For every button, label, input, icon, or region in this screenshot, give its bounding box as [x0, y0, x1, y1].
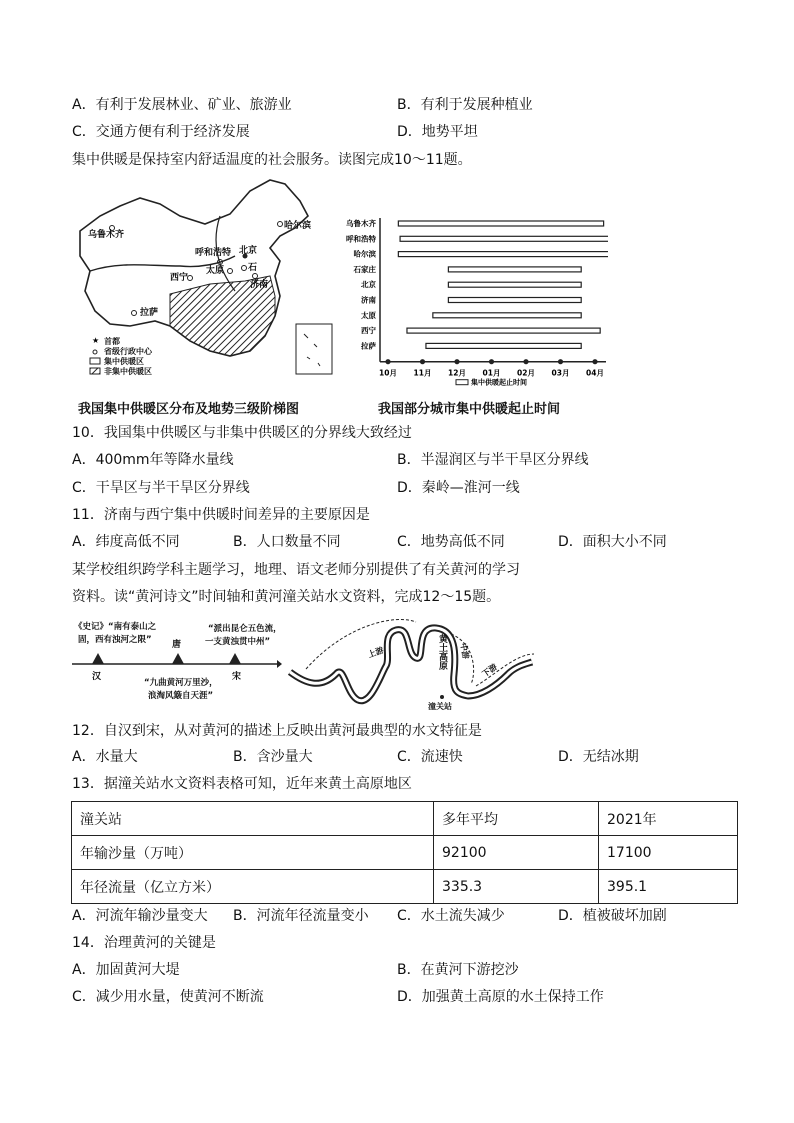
map-label-taiyuan: 太原	[206, 266, 225, 276]
map-label-shijiazhuang: 石	[248, 263, 258, 273]
chart-bar	[448, 267, 581, 272]
map-label-jinan: 济南	[250, 280, 269, 290]
q9-option-d: D．地势平坦	[397, 124, 478, 140]
loess-plateau-label: 黄土高原	[437, 634, 447, 670]
river-lower-label: 下游	[480, 662, 499, 679]
chart-category-label: 西宁	[361, 326, 376, 336]
q11-option-c: C．地势高低不同	[397, 534, 505, 550]
table-cell: 395.1	[599, 870, 738, 904]
table-cell: 335.3	[434, 870, 599, 904]
q14-option-b: B．在黄河下游挖沙	[397, 962, 519, 978]
chart-x-tick-label: 02月	[517, 368, 535, 378]
heating-period-chart	[338, 212, 608, 387]
chart-x-tick	[385, 359, 390, 364]
yellow-river-course-map	[286, 614, 536, 714]
map-label-lhasa: 拉萨	[140, 308, 159, 318]
table-cell: 年输沙量（万吨）	[72, 836, 434, 870]
map-caption: 我国集中供暖区分布及地势三级阶梯图	[78, 402, 300, 417]
chart-x-tick-label: 10月	[379, 368, 397, 378]
tongguan-station-label: 潼关站	[428, 702, 452, 711]
q12-option-c: C．流速快	[397, 749, 463, 765]
chart-category-label: 石家庄	[353, 264, 376, 274]
chart-x-tick-label: 03月	[551, 368, 570, 378]
table-header-row	[72, 802, 738, 836]
chart-category-label: 哈尔滨	[353, 249, 376, 259]
table-header-cell: 潼关站	[72, 802, 434, 836]
timeline-tang-quote-1: “九曲黄河万里沙，	[144, 678, 218, 688]
china-heating-map	[70, 176, 340, 391]
q10-option-c: C．干旱区与半干旱区分界线	[72, 480, 250, 496]
map-label-xining: 西宁	[170, 273, 189, 283]
q13-option-d: D．植被破坏加剧	[558, 908, 667, 924]
q10-option-a: A．400mm年等降水量线	[72, 452, 234, 468]
timeline-tang: 唐	[172, 640, 182, 650]
table-cell: 年径流量（亿立方米）	[72, 870, 434, 904]
q10-option-d: D．秦岭—淮河一线	[397, 480, 520, 496]
river-middle-label: 中游	[458, 642, 471, 660]
chart-x-tick-label: 01月	[482, 368, 501, 378]
chart-category-label: 呼和浩特	[346, 234, 376, 244]
chart-bar	[407, 328, 600, 333]
q11-option-a: A．纬度高低不同	[72, 534, 180, 550]
chart-x-tick	[420, 359, 425, 364]
svg-text:★: ★	[92, 336, 100, 345]
table-row	[72, 836, 738, 870]
q11-option-b: B．人口数量不同	[233, 534, 341, 550]
intro-12-15-line2: 资料。读“黄河诗文”时间轴和黄河潼关站水文资料，完成12～15题。	[72, 589, 501, 605]
table-header-cell: 多年平均	[434, 802, 599, 836]
chart-x-tick	[454, 359, 459, 364]
timeline-song-quote-2: 一支黄浊贯中州”	[205, 637, 271, 647]
table-cell: 92100	[434, 836, 599, 870]
q11-stem: 11．济南与西宁集中供暖时间差异的主要原因是	[72, 507, 370, 523]
legend-capital: 首都	[104, 337, 120, 346]
map-label-beijing: 北京	[239, 246, 258, 256]
chart-bar	[448, 298, 581, 303]
legend-nonheating: 非集中供暖区	[104, 367, 152, 376]
q10-stem: 10．我国集中供暖区与非集中供暖区的分界线大致经过	[72, 425, 412, 441]
chart-legend-label: 集中供暖起止时间	[471, 378, 527, 387]
chart-bar	[398, 252, 608, 257]
timeline-song-quote-1: “派出昆仑五色流，	[208, 624, 282, 634]
chart-x-tick	[592, 359, 597, 364]
q11-option-d: D．面积大小不同	[558, 534, 667, 550]
q13-stem: 13．据潼关站水文资料表格可知，近年来黄土高原地区	[72, 776, 412, 792]
chart-bar	[398, 221, 603, 226]
q9-option-a: A．有利于发展林业、矿业、旅游业	[72, 97, 292, 113]
chart-bar	[400, 236, 608, 241]
map-label-harbin: 哈尔滨	[284, 221, 312, 231]
q13-option-b: B．河流年径流量变小	[233, 908, 369, 924]
chart-category-label: 济南	[361, 295, 376, 305]
q12-stem: 12．自汉到宋，从对黄河的描述上反映出黄河最典型的水文特征是	[72, 723, 482, 739]
tongguan-hydrology-table	[71, 801, 738, 904]
chart-x-tick-label: 12月	[448, 368, 466, 378]
legend-heating: 集中供暖区	[104, 357, 144, 366]
q10-option-b: B．半湿润区与半干旱区分界线	[397, 452, 589, 468]
q12-option-a: A．水量大	[72, 749, 138, 765]
chart-legend-swatch	[456, 380, 468, 385]
chart-category-label: 北京	[361, 280, 376, 290]
chart-x-tick-label: 04月	[586, 368, 604, 378]
chart-x-tick	[523, 359, 528, 364]
table-cell: 17100	[599, 836, 738, 870]
q14-option-d: D．加强黄土高原的水土保持工作	[397, 989, 604, 1005]
chart-bar	[426, 343, 581, 348]
chart-bar	[448, 282, 581, 287]
q9-option-b: B．有利于发展种植业	[397, 97, 533, 113]
chart-x-tick	[558, 359, 563, 364]
q14-stem: 14．治理黄河的关键是	[72, 935, 216, 951]
legend-provincial: 省级行政中心	[104, 347, 152, 356]
timeline-shiji-1: 《史记》“南有泰山之	[74, 622, 157, 632]
map-label-hohhot: 呼和浩特	[195, 248, 232, 258]
q13-option-a: A．河流年输沙量变大	[72, 908, 208, 924]
chart-category-label: 拉萨	[361, 341, 376, 351]
chart-category-label: 乌鲁木齐	[346, 219, 376, 228]
q14-option-c: C．减少用水量，使黄河不断流	[72, 989, 264, 1005]
timeline-song: 宋	[232, 672, 242, 682]
q12-option-d: D．无结冰期	[558, 749, 639, 765]
chart-caption: 我国部分城市集中供暖起止时间	[378, 402, 561, 417]
chart-x-tick-label: 11月	[413, 368, 432, 378]
chart-x-tick	[489, 359, 494, 364]
map-label-urumqi: 乌鲁木齐	[88, 230, 125, 240]
intro-12-15-line1: 某学校组织跨学科主题学习，地理、语文老师分别提供了有关黄河的学习	[72, 562, 520, 578]
q13-option-c: C．水土流失减少	[397, 908, 505, 924]
q12-option-b: B．含沙量大	[233, 749, 313, 765]
table-row	[72, 870, 738, 904]
table-header-cell: 2021年	[599, 802, 738, 836]
chart-bar	[433, 313, 581, 318]
q9-option-c: C．交通方便有利于经济发展	[72, 124, 250, 140]
timeline-han: 汉	[92, 672, 102, 682]
river-upper-label: 上游	[366, 645, 385, 660]
yellow-river-timeline	[72, 620, 282, 710]
chart-category-label: 太原	[361, 310, 376, 320]
timeline-tang-quote-2: 浪淘风簸自天涯”	[148, 691, 214, 701]
timeline-shiji-2: 固，西有浊河之限”	[78, 635, 152, 645]
q14-option-a: A．加固黄河大堤	[72, 962, 180, 978]
intro-10-11: 集中供暖是保持室内舒适温度的社会服务。读图完成10～11题。	[72, 152, 472, 168]
